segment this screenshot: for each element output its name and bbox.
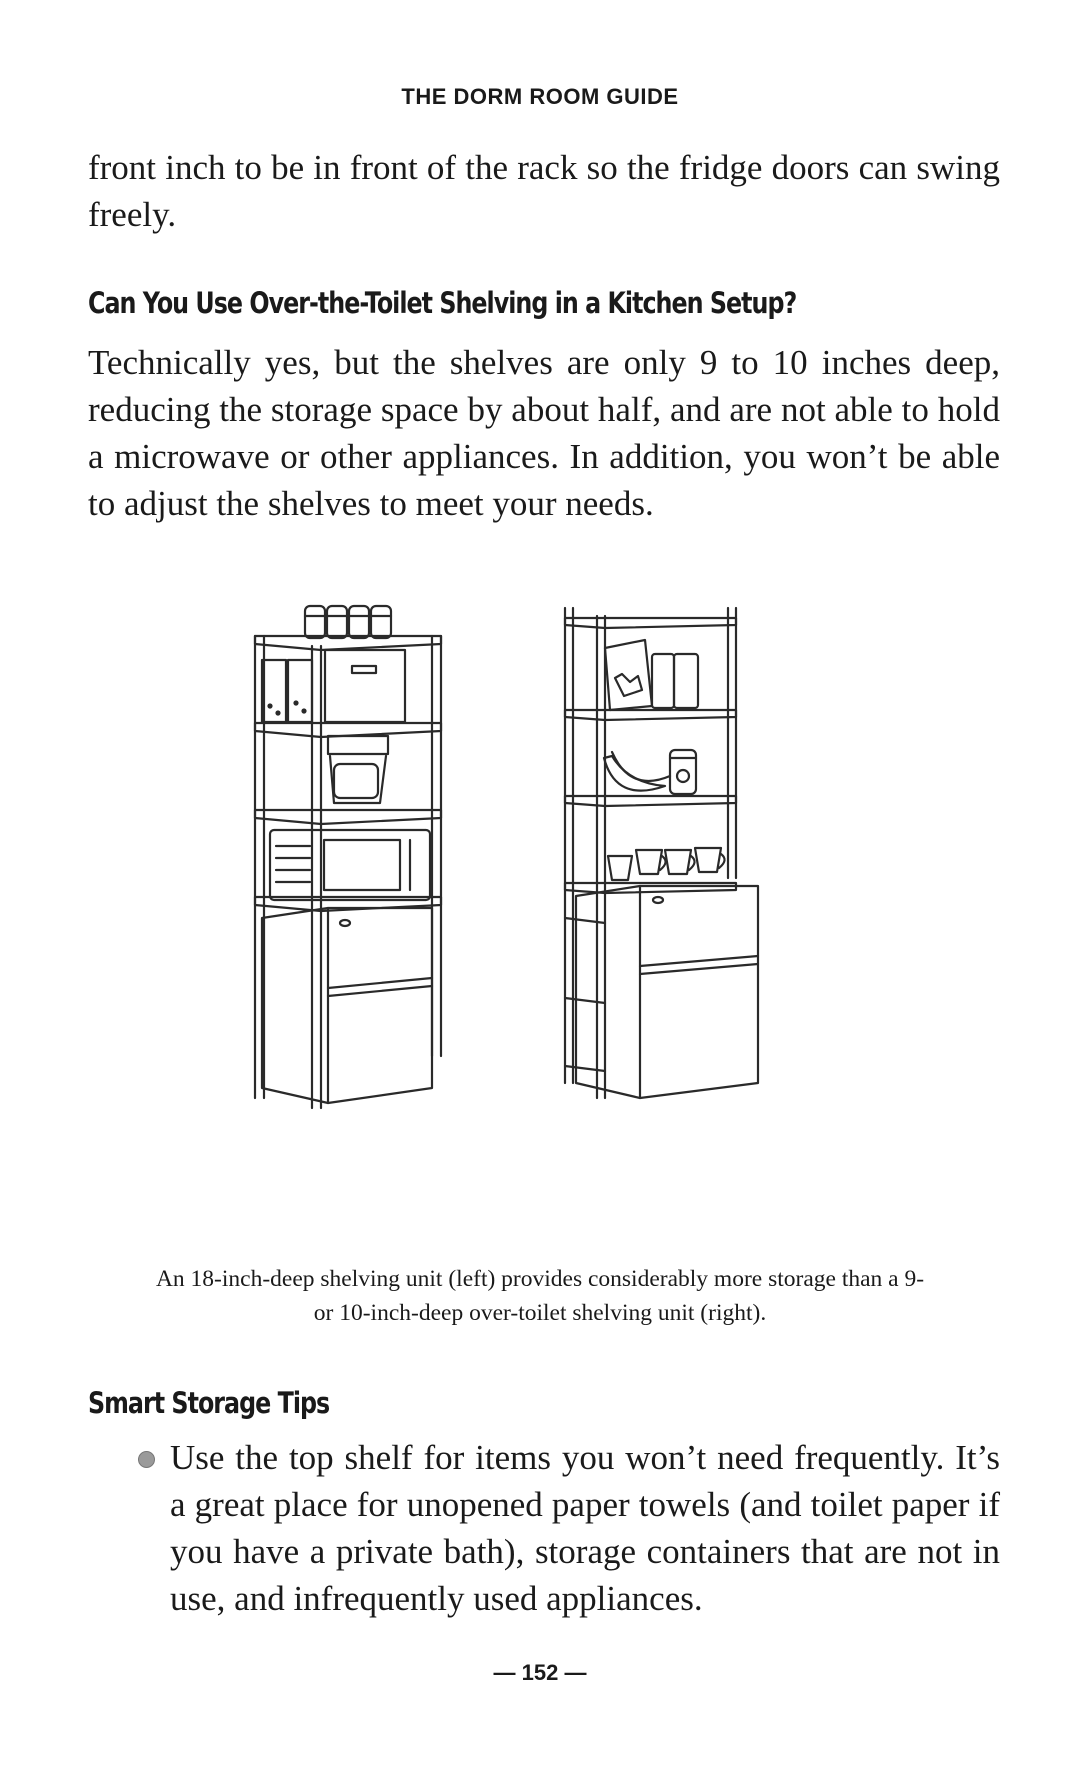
section-heading-storage-tips: Smart Storage Tips bbox=[88, 1386, 330, 1420]
bullet-text: Use the top shelf for items you won’t need frequently. It’s a great place for unopened paper towels (and toilet paper if you have a private bath), storage containers that are not in use, and infrequently used appliances. bbox=[170, 1438, 1000, 1618]
mini-fridge-right bbox=[576, 886, 758, 1098]
deep-shelving-unit bbox=[255, 606, 441, 1108]
mugs bbox=[608, 848, 725, 880]
running-head: THE DORM ROOM GUIDE bbox=[401, 84, 679, 109]
coffee-maker bbox=[328, 736, 388, 803]
snack-bag bbox=[605, 640, 652, 710]
bananas bbox=[604, 752, 670, 791]
spread-jar bbox=[670, 750, 696, 794]
paper-towels bbox=[652, 654, 698, 708]
storage-box bbox=[325, 650, 405, 722]
bullet-icon bbox=[138, 1451, 155, 1468]
over-toilet-paragraph: Technically yes, but the shelves are only 9 to 10 inches deep, reducing the storage space by about half, and are not able to hold a microwave or other appliances. In addition, you won’t be able to adjust the shelves to meet your needs. bbox=[88, 343, 1000, 523]
shelving-illustration bbox=[240, 578, 860, 1238]
food-containers bbox=[262, 660, 312, 722]
section-heading-over-toilet: Can You Use Over-the-Toilet Shelving in a Kitchen Setup? bbox=[88, 286, 797, 320]
figure-caption: An 18-inch-deep shelving unit (left) provides considerably more storage than a 9- or 10-inch-deep over-toilet shelving unit (right). bbox=[155, 1266, 925, 1326]
microwave bbox=[270, 830, 430, 900]
page-number: — 152 — bbox=[493, 1660, 587, 1685]
mini-fridge bbox=[262, 908, 432, 1103]
jars-illustration bbox=[305, 606, 391, 638]
continued-paragraph: front inch to be in front of the rack so the fridge doors can swing freely. bbox=[88, 148, 1000, 234]
over-toilet-unit bbox=[565, 608, 758, 1098]
